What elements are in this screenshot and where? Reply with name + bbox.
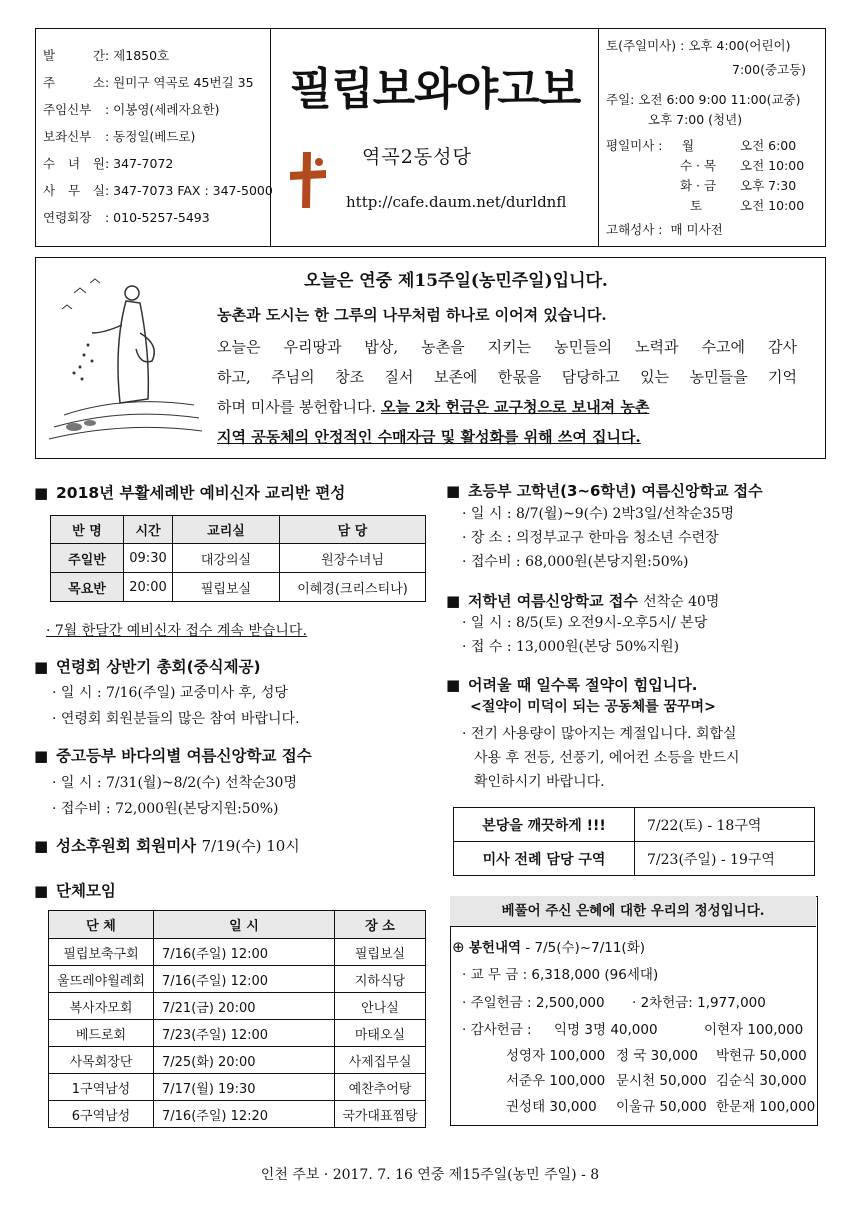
saving-subtitle: <절약이 미덕이 되는 공동체를 꿈꾸며> [470,699,716,715]
parish-name: 역곡2동성당 [362,146,472,168]
page-footer: 인천 주보 · 2017. 7. 16 연중 제15주일(농민 주일) - 8 [260,1167,600,1183]
list-item: 한문재 100,000 [716,1099,816,1115]
info-issue: 발 간: 제1850호 [43,48,170,63]
table-row: 6구역남성 7/16(주일) 12:20 국가대표찜탕 [49,1101,426,1128]
info-assistant-priest: 보좌신부 : 동정일(베드로) [43,129,196,144]
catechism-table: 반 명 시간 교리실 담 당 주일반 09:30 대강의실 원장수녀님 목요반 20:00 필립보실 이혜경(크리스티나) [50,515,426,602]
info-pastor: 주임신부 : 이봉영(세례자요한) [43,102,220,117]
offering-box [450,896,818,1126]
sower-illustration [44,275,204,445]
publication-info [43,42,273,231]
groups-table: 단 체 일 시 장 소 필립보축구회 7/16(주일) 12:00 필립보실 울뜨레야월례회 7/16(주일) 12:00 지하식당 복사자모회 7/21(금) 20:00 안나실 베드로회 7/23(주일) 12:00 마태오실 사목회장단 7/25(화) 20:00 사제집무실 1구역남성 7/17(월) 19:30 예찬추어탕 6구역남성 7/16(주일) 12:20 국가대표찜탕 [48,910,426,1128]
list-item: 이현자 100,000 [704,1022,804,1038]
intro-lead: 농촌과 도시는 한 그루의 나무처럼 하나로 이어져 있습니다. [217,306,607,324]
table-row: 베드로회 7/23(주일) 12:00 마태오실 [49,1020,426,1047]
table-row: 미사 전례 담당 구역 7/23(주일) - 19구역 [454,842,815,876]
info-yeonryeong: 연령회장 : 010-5257-5493 [43,210,210,225]
catechism-row: 주일반 09:30 대강의실 원장수녀님 [51,544,426,573]
list-item: 박현규 50,000 [716,1048,807,1064]
offering-period: ⊕ 봉헌내역 - 7/5(수)~7/11(화) [452,938,646,956]
list-item: 이울규 50,000 [616,1099,707,1115]
list-item: 성영자 100,000 [506,1048,606,1064]
upper-school-title: ■ 초등부 고학년(3~6학년) 여름신앙학교 접수 [446,482,763,500]
info-convent: 수 녀 원: 347-7072 [43,156,174,171]
parish-cross-logo [286,150,328,212]
list-item: 김순식 30,000 [716,1073,807,1089]
intro-body: 오늘은 우리땅과 밥상, 농촌을 지키는 농민들의 노력과 수고에 감사 하고, 주님의 창조 질서 보존에 한몫을 담당하고 있는 농민들을 기억 하며 미사를 봉헌합니다. 오늘 2차 헌금은 교구청으로 보내져 농촌 지역 공동체의 안정적인 수매자금 및 활성화를 위해 쓰여 집니다. [217,338,797,446]
saving-title: ■ 어려울 때 일수록 절약이 힘입니다. [446,676,698,694]
table-row: 본당을 깨끗하게 !!! 7/22(토) - 18구역 [454,808,815,842]
list-item: 서준우 100,000 [506,1073,606,1089]
list-item: 익명 3명 40,000 [554,1022,658,1038]
table-row: 필립보축구회 7/16(주일) 12:00 필립보실 [49,939,426,966]
yeonryeong-title: ■ 연령회 상반기 총회(중식제공) [34,658,261,676]
offering-icon: ⊕ [452,938,465,956]
intro-title: 오늘은 연중 제15주일(농민주일)입니다. [304,271,608,291]
sponsors-title: ■ 성소후원회 회원미사 7/19(수) 10시 [34,837,300,855]
header-divider-right [598,28,599,246]
table-row: 울뜨레야월례회 7/16(주일) 12:00 지하식당 [49,966,426,993]
catechism-row: 목요반 20:00 필립보실 이혜경(크리스티나) [51,573,426,602]
list-item: 정 국 30,000 [616,1048,698,1064]
highschool-title: ■ 중고등부 바다의별 여름신앙학교 접수 [34,747,312,765]
offering-banner: 베풀어 주신 은혜에 대한 우리의 정성입니다. [450,896,816,927]
duty-table [453,807,815,876]
table-row: 사목회장단 7/25(화) 20:00 사제집무실 [49,1047,426,1074]
saving-body: · 전기 사용량이 많아지는 계절입니다. 회합실 사용 후 전등, 선풍기, 에어컨 소등을 반드시 확인하시기 바랍니다. [462,726,740,790]
info-office: 사 무 실: 347-7073 FAX : 347-5000 [43,183,273,198]
catechism-note: · 7월 한달간 예비신자 접수 계속 받습니다. [46,623,307,639]
groups-title: ■ 단체모임 [34,882,116,900]
lower-school-title: ■ 저학년 여름신앙학교 접수 선착순 40명 [446,592,720,610]
info-address: 주 소: 원미구 역곡로 45번길 35 [43,75,254,90]
list-item: 권성태 30,000 [506,1099,597,1115]
list-item: 문시천 50,000 [616,1073,707,1089]
catechism-title: ■ 2018년 부활세례반 예비신자 교리반 편성 [34,484,346,502]
table-row: 복사자모회 7/21(금) 20:00 안나실 [49,993,426,1020]
parish-url[interactable]: http://cafe.daum.net/durldnfl [346,193,567,211]
table-row: 1구역남성 7/17(월) 19:30 예찬추어탕 [49,1074,426,1101]
bulletin-title: 필립보와야고보 [289,64,581,115]
